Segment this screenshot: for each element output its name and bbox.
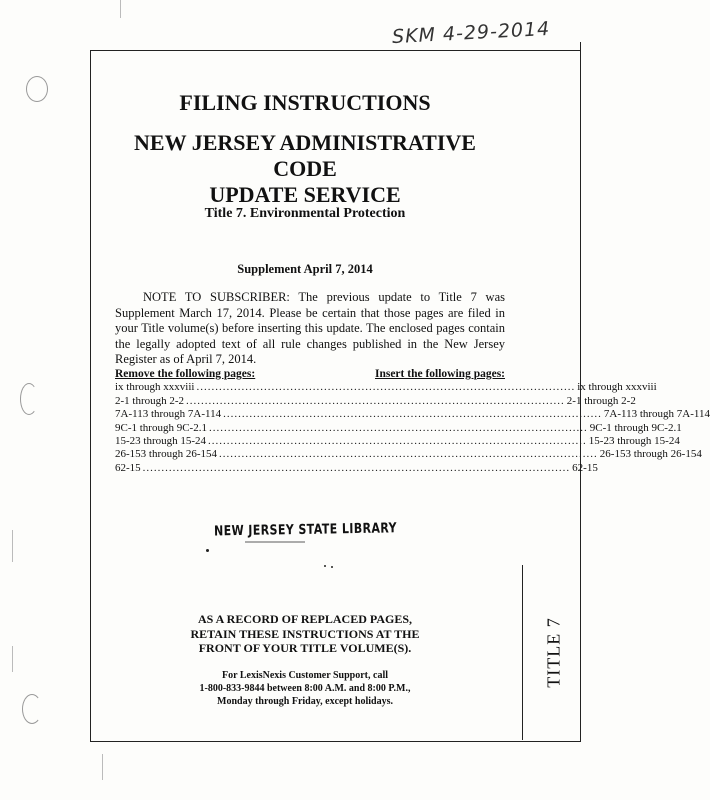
record-line3: FRONT OF YOUR TITLE VOLUME(S).	[198, 641, 412, 655]
edge-mark	[102, 754, 103, 780]
stamp-smudge	[245, 541, 305, 543]
record-notice	[100, 612, 510, 656]
title-tab-label: TITLE 7	[543, 616, 564, 688]
title-subtitle: Title 7. Environmental Protection	[204, 206, 406, 221]
insert-pages: 7A-113 through 7A-114	[603, 408, 710, 421]
dot-leader: .....................................................................................................	[208, 421, 588, 434]
table-row	[115, 381, 657, 394]
speck	[331, 566, 333, 568]
table-row	[115, 408, 710, 421]
table-row	[115, 461, 598, 475]
code-heading-line2: UPDATE SERVICE	[209, 182, 401, 207]
edge-mark	[120, 0, 121, 18]
punch-hole-bottom	[22, 694, 42, 724]
table-row	[115, 421, 682, 435]
dot-leader: ..................................................................................................................	[142, 461, 571, 474]
edge-mark	[12, 646, 13, 672]
table-row	[115, 435, 680, 448]
insert-pages: ix through xxxviii	[577, 381, 657, 394]
record-line2: RETAIN THESE INSTRUCTIONS AT THE	[190, 626, 420, 641]
dot-leader: .....................................................................................................	[208, 435, 587, 448]
remove-pages: 15-23 through 15-24	[115, 435, 207, 448]
dot-leader: .....................................................................................................	[186, 394, 565, 407]
punch-hole-middle	[20, 383, 38, 415]
remove-pages: 7A-113 through 7A-114	[115, 408, 222, 421]
library-stamp: NEW JERSEY STATE LIBRARY	[213, 519, 398, 540]
dot-leader: .....................................................................................................	[223, 408, 602, 421]
supplement-date: Supplement April 7, 2014	[237, 262, 373, 276]
page-replacement-table	[115, 368, 710, 475]
remove-pages: 2-1 through 2-2	[115, 394, 185, 407]
remove-header: Remove the following pages:	[115, 368, 256, 380]
subscriber-note: NOTE TO SUBSCRIBER: The previous update to Title 7 was Supplement March 17, 2014. Please be certain that those pages are filed in your Title volume(s) before inserting this update. The enclosed pages contain the legally adopted text of all rule changes published in the New Jersey Register as of April 7, 2014.	[115, 290, 505, 366]
table-row	[115, 448, 702, 461]
insert-pages: 15-23 through 15-24	[588, 435, 680, 448]
remove-pages: 9C-1 through 9C-2.1	[115, 421, 207, 434]
customer-support-info	[100, 669, 510, 708]
filing-instructions-heading: FILING INSTRUCTIONS	[179, 90, 431, 115]
insert-pages: 9C-1 through 9C-2.1	[589, 421, 682, 434]
code-heading	[100, 130, 510, 208]
punch-hole-top	[26, 76, 48, 102]
edge-mark	[12, 530, 13, 562]
speck	[324, 565, 326, 567]
table-header	[115, 368, 505, 381]
support-line3: Monday through Friday, except holidays.	[217, 696, 393, 707]
insert-pages: 2-1 through 2-2	[566, 394, 636, 407]
support-line1: For LexisNexis Customer Support, call	[221, 670, 388, 681]
handwritten-note: SKM 4-29-2014	[391, 17, 551, 49]
title-tab	[534, 612, 574, 692]
remove-pages: ix through xxxviii	[115, 381, 195, 394]
record-line1: AS A RECORD OF REPLACED PAGES,	[197, 612, 413, 626]
remove-pages: 26-153 through 26-154	[115, 448, 218, 461]
support-line2: 1-800-833-9844 between 8:00 A.M. and 8:00 P.M.,	[199, 683, 411, 694]
dot-leader: .....................................................................................................	[219, 448, 598, 461]
tab-divider	[522, 565, 523, 740]
dot-leader: .....................................................................................................	[196, 381, 576, 394]
remove-pages: 62-15	[115, 461, 141, 474]
code-heading-line1: NEW JERSEY ADMINISTRATIVE CODE	[134, 130, 476, 181]
insert-pages: 62-15	[572, 461, 598, 474]
table-row	[115, 394, 636, 408]
insert-header: Insert the following pages:	[374, 368, 505, 380]
insert-pages: 26-153 through 26-154	[599, 448, 702, 461]
speck	[206, 549, 209, 552]
